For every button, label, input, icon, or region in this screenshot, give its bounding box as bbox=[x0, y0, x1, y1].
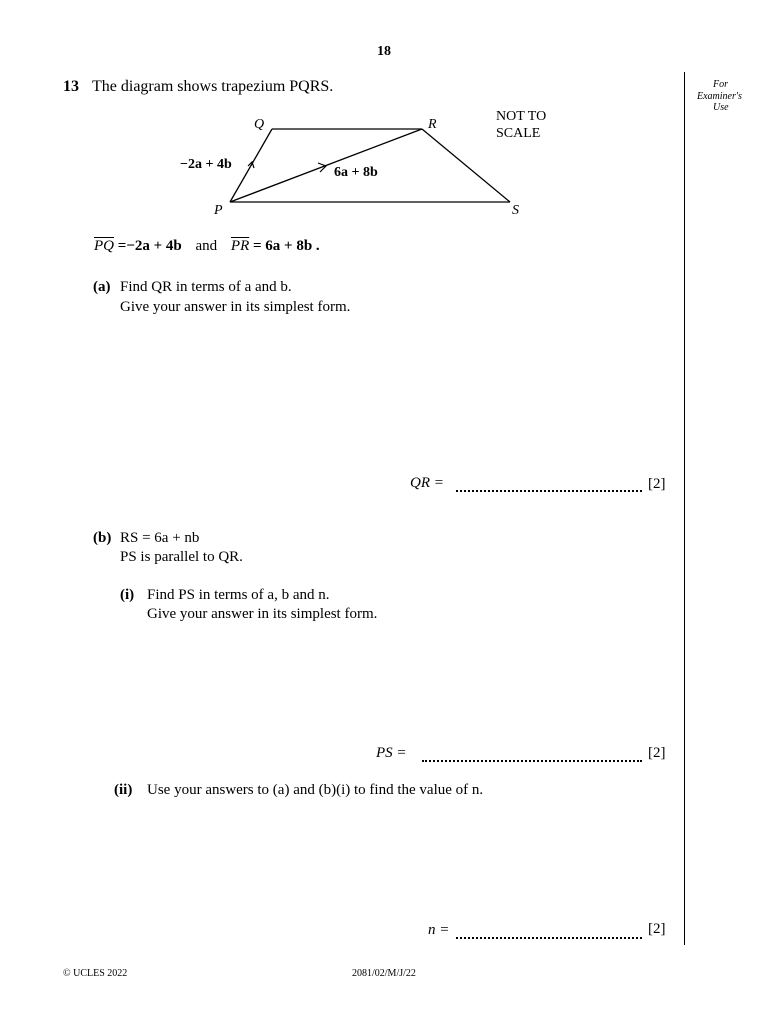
examiner-label-use: Use bbox=[713, 102, 729, 113]
given-vectors bbox=[94, 238, 320, 255]
part-bi-line1: Find PS in terms of a, b and n. bbox=[147, 587, 330, 603]
page-number: 18 bbox=[377, 44, 391, 59]
part-bi-answer-dots bbox=[422, 752, 642, 762]
not-to-scale-line2: SCALE bbox=[496, 126, 541, 141]
trapezium-diagram bbox=[170, 110, 570, 230]
vertex-p-label: P bbox=[214, 203, 223, 218]
vertex-q-label: Q bbox=[254, 117, 265, 132]
side-pq bbox=[230, 129, 272, 202]
examiner-margin-line bbox=[684, 72, 685, 945]
given-pq-value: =−2a + 4b bbox=[117, 238, 182, 254]
given-and: and bbox=[195, 238, 218, 254]
pq-vector-label: −2a + 4b bbox=[180, 157, 232, 172]
part-b-given1: RS = 6a + nb bbox=[120, 530, 200, 546]
part-bii-answer-dots bbox=[456, 929, 642, 939]
pr-vector-label: 6a + 8b bbox=[334, 165, 378, 180]
not-to-scale-line1: NOT TO bbox=[496, 109, 547, 124]
given-pr-value: = 6a + 8b . bbox=[252, 238, 320, 254]
part-a-answer-label: QR = bbox=[410, 475, 444, 491]
question-number: 13 bbox=[63, 78, 79, 95]
part-a-label: (a) bbox=[93, 279, 111, 295]
part-bi-marks: [2] bbox=[648, 745, 666, 761]
part-bii-marks: [2] bbox=[648, 921, 666, 937]
vertex-r-label: R bbox=[428, 117, 437, 132]
part-bi-line2: Give your answer in its simplest form. bbox=[147, 606, 378, 622]
part-bii-line1: Use your answers to (a) and (b)(i) to find the value of n. bbox=[147, 782, 484, 798]
part-bii-answer-label: n = bbox=[428, 922, 450, 938]
part-a-line1: Find QR in terms of a and b. bbox=[120, 279, 292, 295]
question-intro-text: The diagram shows trapezium PQRS. bbox=[92, 78, 334, 95]
part-b-given2: PS is parallel to QR. bbox=[120, 549, 243, 565]
part-bi-label: (i) bbox=[120, 587, 135, 603]
part-bi-answer-line[interactable] bbox=[422, 750, 642, 767]
footer-code: 2081/02/M/J/22 bbox=[352, 968, 416, 979]
examiner-label-for: For bbox=[713, 79, 728, 90]
part-bii-label: (ii) bbox=[114, 782, 133, 798]
part-bi-answer-label: PS = bbox=[376, 745, 407, 761]
part-a-line2: Give your answer in its simplest form. bbox=[120, 299, 351, 315]
part-a-answer-dots bbox=[456, 482, 642, 492]
given-pr-symbol: $\overline{PR}$ bbox=[230, 238, 250, 254]
part-a-answer-line[interactable] bbox=[456, 480, 642, 497]
footer-copyright: © UCLES 2022 bbox=[63, 968, 128, 979]
question-intro bbox=[92, 78, 333, 96]
examiner-label-examiners: Examiner's bbox=[697, 91, 742, 102]
part-b-label: (b) bbox=[93, 530, 112, 546]
part-bii-answer-line[interactable] bbox=[456, 927, 642, 944]
part-a-marks: [2] bbox=[648, 476, 666, 492]
given-pq-symbol: $\overline{PQ}$ bbox=[94, 238, 114, 254]
vertex-s-label: S bbox=[512, 203, 519, 218]
